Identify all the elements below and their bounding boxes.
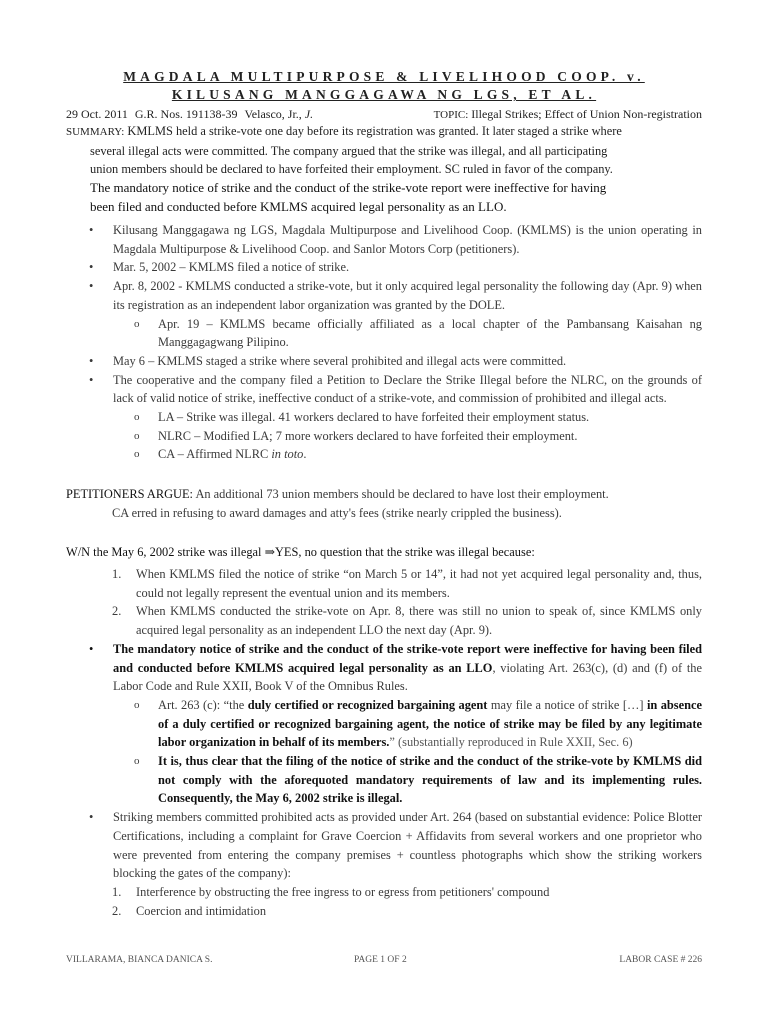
summary-label: SUMMARY: — [66, 126, 125, 138]
summary-line-5: been filed and conducted before KMLMS acquired legal personality as an LLO. — [90, 198, 507, 214]
list-item: • The cooperative and the company filed a Petition to Declare the Strike Illegal before the NLRC, on the grounds of lack of valid notice of strike, ineffective conduct of a strike-vote, and commission of prohibited and illegal acts. — [89, 372, 702, 406]
issue-question: W/N the May 6, 2002 strike was illegal — [66, 545, 262, 559]
decision-date: 29 Oct. 2011 — [66, 107, 128, 121]
list-item: • Kilusang Manggagawa ng LGS, Magdala Multipurpose and Livelihood Coop. (KMLMS) is the union operating in Magdala Multipurpose & Livelihood Coop. and Sanlor Motors Corp (petitioners). — [89, 223, 702, 256]
list-item: o Art. 263 (c): “the duly certified or recognized bargaining agent may file a notice of strike […] in absence of a duly certified or recognized bargaining agent, the notice of strike may be filed by any legitimate labor organization in behalf of its members.” (substantially reproduced in Rule XXII, Sec. 6) — [134, 697, 702, 750]
case-title-line-1: MAGDALA MULTIPURPOSE & LIVELIHOOD COOP. v. — [123, 69, 645, 84]
summary-line-1: KMLMS held a strike-vote one day before its registration was granted. It later staged a strike where — [127, 124, 622, 138]
gr-number: G.R. Nos. 191138-39 — [134, 107, 238, 121]
list-item: 2. When KMLMS conducted the strike-vote on Apr. 8, there was still no union to speak of, since KMLMS only acquired legal personality as an independent LLO the next day (Apr. 9). — [112, 604, 702, 638]
list-item: o It is, thus clear that the filing of the notice of strike and the conduct of the strike-vote by KMLMS did not comply with the aforequoted mandatory requirements of law and its implementing rules. Consequently, the May 6, 2002 strike is illegal. — [134, 754, 702, 806]
footer-case-number: LABOR CASE # 226 — [619, 955, 702, 965]
arrow-icon: ⇒ — [264, 545, 275, 559]
list-item: 1. Interference by obstructing the free ingress to or egress from petitioners' compound — [112, 884, 550, 899]
list-item: o CA – Affirmed NLRC in toto. — [134, 447, 307, 462]
summary-line-2: several illegal acts were committed. The company argued that the strike was illegal, and all participating — [90, 143, 608, 158]
issue — [66, 543, 702, 562]
list-item: • May 6 – KMLMS staged a strike where several prohibited and illegal acts were committed. — [89, 353, 567, 368]
issue-answer: YES, no question that the strike was illegal because: — [274, 545, 535, 559]
petitioners-line-1: An additional 73 union members should be declared to have lost their employment. — [195, 487, 609, 501]
summary-line-3: union members should be declared to have forfeited their employment. SC ruled in favor of the company. — [90, 162, 613, 177]
topic-text: Illegal Strikes; Effect of Union Non-registration — [471, 107, 702, 121]
list-item: • Mar. 5, 2002 – KMLMS filed a notice of strike. — [89, 260, 350, 275]
footer-author: VILLARAMA, BIANCA DANICA S. — [66, 955, 213, 965]
topic — [434, 106, 702, 123]
list-item: o NLRC – Modified LA; 7 more workers declared to have forfeited their employment. — [134, 428, 578, 443]
facts-list — [66, 221, 702, 464]
ponente: Velasco, Jr., — [244, 107, 302, 121]
list-item: o Apr. 19 – KMLMS became officially affiliated as a local chapter of the Pambansang Kaisahan ng Manggagagwang Pilipino. — [134, 316, 702, 350]
list-item: • Striking members committed prohibited acts as provided under Art. 264 (based on substantial evidence: Police Blotter Certifications, including a complaint for Grave Coercion + Affidavits from several workers and one proprietor who were prevented from entering the company premises + countless photographs which show the striking workers blocking the gates of the company): — [89, 810, 702, 881]
petitioners-label: PETITIONERS ARGUE: — [66, 487, 194, 501]
petitioners-argue — [66, 485, 702, 522]
case-meta — [66, 106, 702, 122]
ruling — [66, 565, 702, 920]
ponente-j: J. — [304, 107, 314, 121]
case-title-line-2: KILUSANG MANGGAGAWA NG LGS, ET AL. — [171, 87, 597, 102]
list-item: o LA – Strike was illegal. 41 workers declared to have forfeited their employment status. — [134, 410, 590, 425]
list-item: 2. Coercion and intimidation — [112, 903, 267, 918]
list-item: • Apr. 8, 2002 - KMLMS conducted a strike-vote, but it only acquired legal personality the following day (Apr. 9) when its registration as an independent labor organization was granted by the DOLE. — [89, 279, 702, 312]
summary — [66, 122, 702, 217]
list-item: 1. When KMLMS filed the notice of strike “on March 5 or 14”, it had not yet acquired legal personality and, thus, could not legally represent the eventual union and its members. — [112, 567, 702, 600]
summary-line-4: The mandatory notice of strike and the conduct of the strike-vote report were ineffective for having — [90, 180, 607, 196]
footer-page-number: PAGE 1 OF 2 — [354, 955, 407, 965]
topic-label: TOPIC: — [433, 109, 469, 121]
petitioners-line-2: CA erred in refusing to award damages and atty's fees (strike nearly crippled the business). — [112, 505, 562, 520]
list-item: • The mandatory notice of strike and the conduct of the strike-vote report were ineffective for having been filed and conducted before KMLMS acquired legal personality as an LLO, violating Art. 263(c), (d) and (f) of the Labor Code and Rule XXII, Book V of the Omnibus Rules. — [89, 641, 702, 694]
